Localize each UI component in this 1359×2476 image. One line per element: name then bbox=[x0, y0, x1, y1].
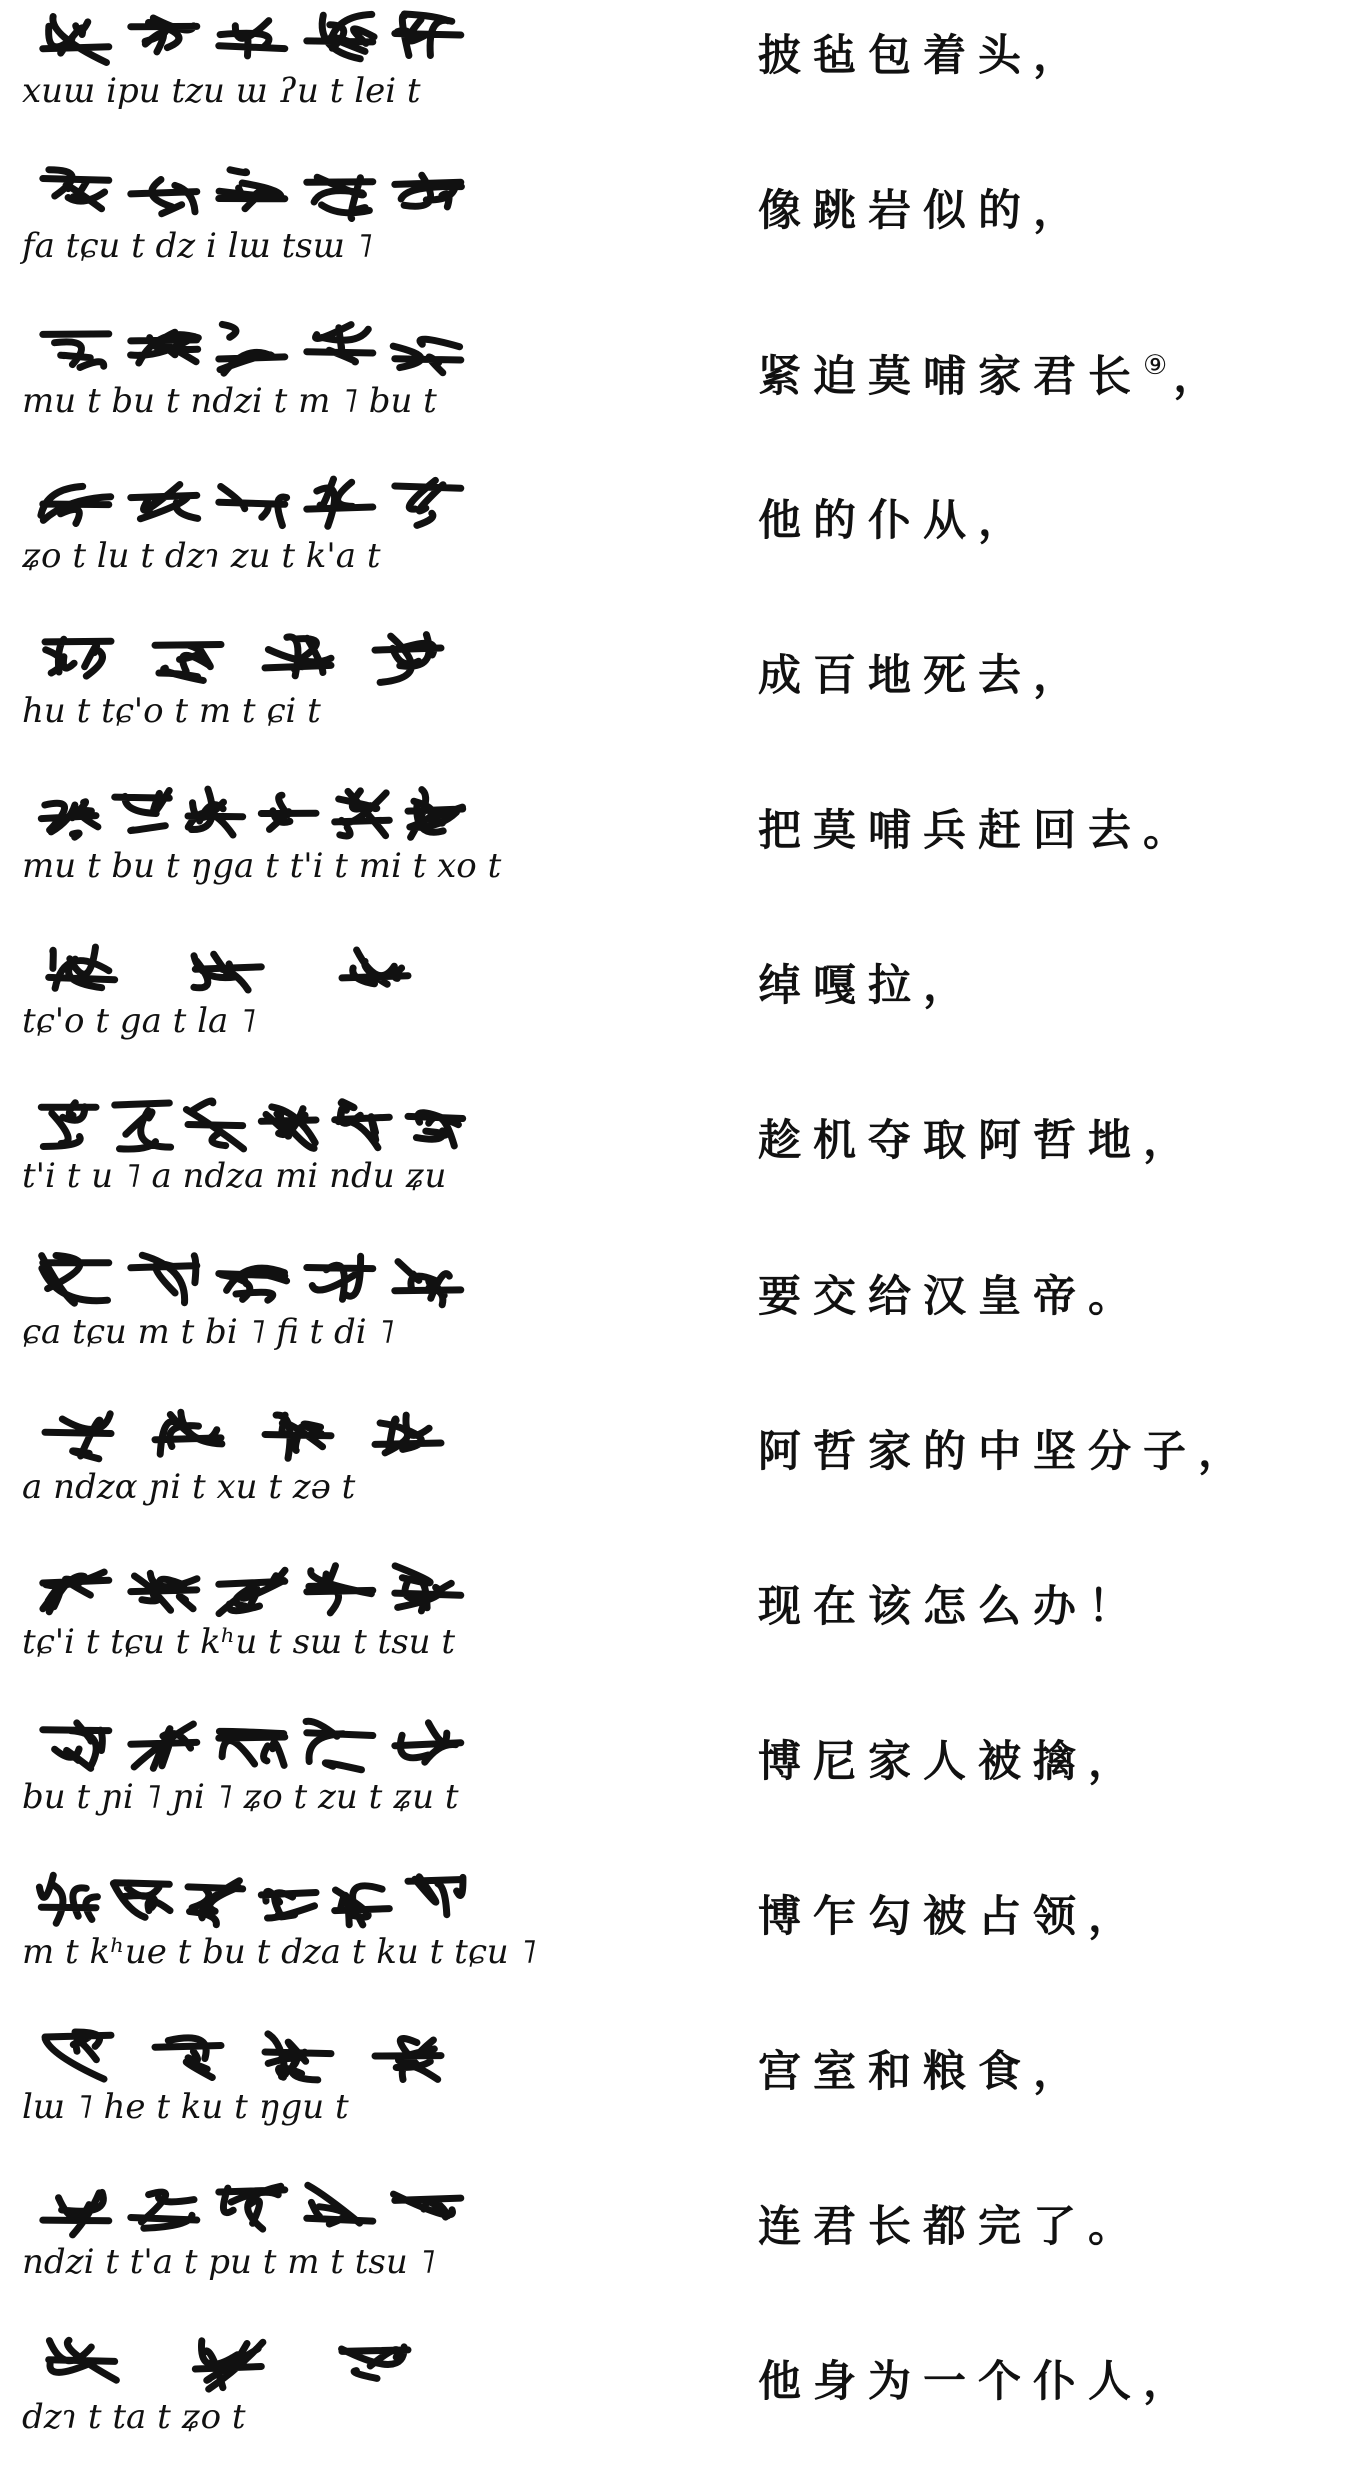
phonetic-transcription: lɯ ˥ he t ku t ŋgu t bbox=[22, 2087, 349, 2127]
translation-text: 他的仆从， bbox=[758, 496, 1033, 546]
yi-glyph bbox=[49, 947, 115, 988]
yi-glyph bbox=[219, 1268, 287, 1300]
yi-script-glyphs bbox=[22, 626, 472, 696]
yi-script-glyphs bbox=[22, 2177, 472, 2247]
yi-glyph bbox=[219, 324, 285, 373]
yi-glyph bbox=[375, 2038, 441, 2079]
yi-glyph-line bbox=[22, 1712, 472, 1782]
yi-glyph bbox=[41, 1103, 96, 1147]
yi-glyph bbox=[395, 175, 462, 207]
yi-glyph-line bbox=[22, 161, 472, 231]
chinese-translation bbox=[758, 181, 1088, 241]
phonetic-transcription: bu t ɲi ˥ ɲi ˥ ʑo t zu t ʑu t bbox=[22, 1777, 459, 1817]
yi-glyph bbox=[42, 1256, 109, 1304]
yi-glyph bbox=[131, 332, 199, 363]
yi-glyph-line bbox=[22, 316, 472, 386]
yi-glyph bbox=[335, 1886, 390, 1925]
translation-text: 成百地死去， bbox=[758, 651, 1088, 701]
chinese-translation bbox=[758, 2197, 1143, 2257]
yi-script-glyphs bbox=[22, 1091, 472, 1161]
translation-text: 披毡包着头， bbox=[758, 31, 1088, 81]
yi-glyph bbox=[115, 791, 170, 831]
chinese-translation bbox=[758, 2042, 1088, 2102]
yi-glyph bbox=[395, 14, 461, 56]
yi-glyph bbox=[49, 2340, 117, 2380]
yi-glyph bbox=[265, 2034, 331, 2080]
yi-script-glyphs bbox=[22, 2332, 472, 2402]
yi-glyph bbox=[219, 487, 287, 526]
yi-glyph bbox=[307, 14, 374, 58]
yi-glyph bbox=[219, 21, 285, 56]
yi-script-glyphs bbox=[22, 1712, 472, 1782]
verse-row bbox=[0, 310, 1359, 460]
yi-glyph bbox=[265, 1415, 331, 1458]
phonetic-transcription: m t kʰue t bu t dza t ku t tɕu ˥ bbox=[22, 1932, 537, 1972]
translation-text: 博乍勾被占领， bbox=[758, 1892, 1143, 1942]
yi-script-glyphs bbox=[22, 1247, 472, 1317]
yi-script-glyphs bbox=[22, 161, 472, 231]
yi-glyph bbox=[131, 18, 197, 52]
yi-glyph-line bbox=[22, 1402, 472, 1472]
yi-script-glyphs bbox=[22, 2022, 472, 2092]
yi-glyph bbox=[335, 791, 390, 836]
yi-script-glyphs bbox=[22, 1557, 472, 1627]
yi-glyph bbox=[307, 479, 373, 526]
yi-script-cell bbox=[22, 775, 502, 925]
yi-glyph bbox=[307, 325, 373, 362]
translation-text: 阿哲家的中坚分子， bbox=[758, 1427, 1253, 1477]
translation-punctuation: ， bbox=[1173, 352, 1229, 402]
yi-glyph bbox=[131, 2192, 197, 2228]
translation-text: 绰嘎拉， bbox=[758, 961, 978, 1011]
chinese-translation bbox=[758, 336, 1228, 407]
yi-glyph bbox=[395, 480, 461, 525]
yi-glyph bbox=[155, 645, 221, 681]
yi-glyph bbox=[342, 2347, 408, 2379]
yi-glyph bbox=[307, 2185, 373, 2224]
yi-glyph bbox=[43, 170, 109, 209]
yi-glyph bbox=[375, 1415, 441, 1453]
verse-row bbox=[0, 0, 1359, 150]
yi-glyph-line bbox=[22, 2177, 472, 2247]
verse-row bbox=[0, 930, 1359, 1080]
yi-glyph bbox=[307, 1566, 373, 1613]
yi-script-glyphs bbox=[22, 1867, 472, 1937]
yi-glyph bbox=[131, 485, 198, 519]
yi-script-glyphs bbox=[22, 781, 472, 851]
chinese-translation bbox=[758, 491, 1033, 551]
yi-glyph bbox=[195, 2341, 263, 2389]
yi-glyph bbox=[41, 802, 98, 837]
translation-text: 要交给汉皇帝。 bbox=[758, 1272, 1143, 1322]
yi-glyph bbox=[408, 790, 463, 838]
chinese-translation bbox=[758, 1887, 1143, 1947]
yi-glyph-line bbox=[22, 2022, 472, 2092]
yi-script-cell bbox=[22, 2171, 472, 2321]
yi-glyph bbox=[45, 2032, 111, 2079]
phonetic-transcription: mu t bu t ŋga t t'i t mi t xo t bbox=[22, 846, 502, 886]
yi-glyph bbox=[342, 950, 408, 984]
verse-row bbox=[0, 1706, 1359, 1856]
yi-glyph bbox=[188, 789, 243, 835]
yi-glyph bbox=[395, 1566, 461, 1611]
translation-text: 紧迫莫哺家君长 bbox=[758, 352, 1143, 402]
yi-glyph bbox=[265, 637, 331, 676]
phonetic-transcription: tɕ'o t ga t la ˥ bbox=[22, 1001, 256, 1041]
verse-row bbox=[0, 2016, 1359, 2166]
yi-glyph bbox=[43, 17, 109, 63]
phonetic-transcription: ɕa tɕu m t bi ˥ fi t di ˥ bbox=[22, 1312, 395, 1352]
phonetic-transcription: a ndzɑ ɲi t xu t zə t bbox=[22, 1467, 356, 1507]
verse-row bbox=[0, 1861, 1359, 2011]
yi-glyph bbox=[408, 1877, 463, 1915]
yi-script-cell bbox=[22, 1396, 472, 1546]
verse-row bbox=[0, 775, 1359, 925]
chinese-translation bbox=[758, 2352, 1198, 2412]
translation-text: 他身为一个仆人， bbox=[758, 2357, 1198, 2407]
verse-row bbox=[0, 1551, 1359, 1701]
chinese-translation bbox=[758, 956, 978, 1016]
verse-row bbox=[0, 2326, 1359, 2476]
yi-glyph bbox=[395, 1723, 461, 1762]
yi-glyph-line bbox=[22, 2332, 472, 2402]
translation-text: 现在该怎么办！ bbox=[758, 1582, 1143, 1632]
translation-text: 把莫哺兵赶回去。 bbox=[758, 806, 1198, 856]
yi-glyph-line bbox=[22, 936, 472, 1006]
yi-glyph-line bbox=[22, 781, 472, 851]
translation-text: 像跳岩似的， bbox=[758, 186, 1088, 236]
yi-script-cell bbox=[22, 1241, 472, 1391]
chinese-translation bbox=[758, 1422, 1253, 1482]
yi-glyph bbox=[219, 170, 285, 209]
yi-script-cell bbox=[22, 155, 472, 305]
phonetic-transcription: ʑo t lu t dzɿ zu t k'a t bbox=[22, 536, 381, 576]
chinese-translation bbox=[758, 26, 1088, 86]
phonetic-transcription: fa tɕu t dz i lɯ tsɯ ˥ bbox=[22, 226, 373, 266]
yi-glyph bbox=[188, 1881, 243, 1925]
verse-row bbox=[0, 465, 1359, 615]
phonetic-transcription: mu t bu t ndzi t m ˥ bu t bbox=[22, 381, 437, 421]
yi-script-glyphs bbox=[22, 316, 472, 386]
yi-glyph-line bbox=[22, 6, 472, 76]
yi-glyph bbox=[155, 2038, 221, 2078]
yi-glyph-line bbox=[22, 626, 472, 696]
yi-script-cell bbox=[22, 0, 472, 150]
yi-script-cell bbox=[22, 2326, 472, 2476]
translation-text: 博尼家人被擒， bbox=[758, 1737, 1143, 1787]
yi-glyph bbox=[219, 1731, 285, 1765]
chinese-translation bbox=[758, 1267, 1143, 1327]
yi-script-cell bbox=[22, 620, 472, 770]
yi-script-glyphs bbox=[22, 6, 472, 76]
verse-row bbox=[0, 2171, 1359, 2321]
yi-glyph bbox=[307, 177, 373, 218]
yi-glyph bbox=[261, 795, 316, 829]
yi-glyph bbox=[375, 635, 441, 683]
yi-script-cell bbox=[22, 310, 472, 460]
yi-glyph bbox=[306, 1721, 373, 1770]
yi-glyph bbox=[113, 1883, 170, 1918]
verse-row bbox=[0, 620, 1359, 770]
verse-row bbox=[0, 155, 1359, 305]
yi-script-cell bbox=[22, 1706, 472, 1856]
yi-glyph bbox=[261, 1107, 316, 1148]
yi-glyph bbox=[186, 1101, 243, 1149]
yi-glyph bbox=[45, 1414, 111, 1459]
yi-glyph bbox=[43, 1723, 109, 1769]
yi-script-cell bbox=[22, 1085, 472, 1235]
translation-text: 连君长都完了。 bbox=[758, 2202, 1143, 2252]
yi-glyph bbox=[43, 1572, 109, 1612]
phonetic-transcription: dzɿ t ta t ʑo t bbox=[22, 2397, 246, 2437]
yi-script-cell bbox=[22, 1861, 537, 2011]
yi-glyph bbox=[335, 1102, 390, 1148]
chinese-translation bbox=[758, 1111, 1198, 1171]
yi-script-glyphs bbox=[22, 936, 472, 1006]
yi-glyph bbox=[155, 1412, 222, 1454]
translation-text: 宫室和粮食， bbox=[758, 2047, 1088, 2097]
yi-glyph bbox=[131, 1255, 197, 1303]
yi-glyph-line bbox=[22, 1247, 472, 1317]
yi-glyph bbox=[131, 1724, 197, 1768]
yi-glyph bbox=[43, 2192, 109, 2235]
yi-glyph bbox=[219, 2186, 285, 2229]
phonetic-transcription: tɕ'i t tɕu t kʰu t sɯ t tsu t bbox=[22, 1622, 456, 1662]
yi-script-glyphs bbox=[22, 1402, 472, 1472]
chinese-translation bbox=[758, 646, 1088, 706]
yi-script-glyphs bbox=[22, 471, 472, 541]
verse-row bbox=[0, 1396, 1359, 1546]
yi-glyph bbox=[261, 1891, 316, 1918]
chinese-translation bbox=[758, 801, 1198, 861]
yi-glyph bbox=[43, 334, 109, 368]
phonetic-transcription: t'i t u ˥ a ndza mi ndu ʑu bbox=[22, 1156, 447, 1196]
chinese-translation bbox=[758, 1577, 1143, 1637]
yi-glyph bbox=[41, 486, 111, 523]
yi-glyph bbox=[394, 2194, 461, 2217]
yi-glyph bbox=[45, 639, 111, 676]
phonetic-transcription: ndzi t t'a t pu t m t tsu ˥ bbox=[22, 2242, 436, 2282]
yi-script-cell bbox=[22, 1551, 472, 1701]
yi-glyph bbox=[307, 1256, 373, 1299]
yi-glyph bbox=[219, 1570, 285, 1613]
yi-glyph bbox=[393, 339, 461, 373]
yi-glyph bbox=[408, 1113, 463, 1146]
yi-script-cell bbox=[22, 465, 472, 615]
yi-glyph bbox=[194, 954, 261, 990]
phonetic-transcription: xuɯ ipu tzu ɯ ʔu t lei t bbox=[22, 71, 421, 111]
verse-row bbox=[0, 1241, 1359, 1391]
yi-glyph bbox=[39, 1875, 97, 1923]
footnote-marker[interactable]: ⑨ bbox=[1143, 350, 1168, 381]
yi-glyph-line bbox=[22, 471, 472, 541]
chinese-translation bbox=[758, 1732, 1143, 1792]
phonetic-transcription: hu t tɕ'o t m t ɕi t bbox=[22, 691, 321, 731]
yi-script-cell bbox=[22, 930, 472, 1080]
yi-glyph-line bbox=[22, 1557, 472, 1627]
yi-glyph bbox=[131, 1573, 197, 1610]
yi-glyph bbox=[131, 180, 197, 214]
yi-glyph-line bbox=[22, 1867, 472, 1937]
yi-glyph-line bbox=[22, 1091, 472, 1161]
yi-script-cell bbox=[22, 2016, 472, 2166]
verse-row bbox=[0, 1085, 1359, 1235]
yi-glyph bbox=[395, 1262, 461, 1305]
translation-text: 趁机夺取阿哲地， bbox=[758, 1116, 1198, 1166]
yi-glyph bbox=[115, 1103, 171, 1149]
